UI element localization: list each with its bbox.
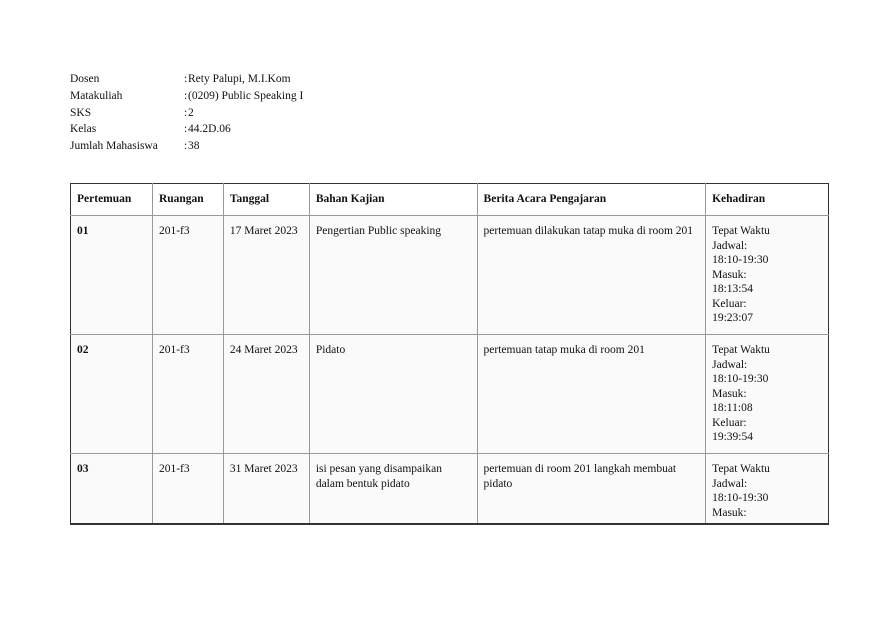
kehadiran-masuk-label: Masuk: [712,268,747,281]
cell-tanggal: 31 Maret 2023 [223,454,309,525]
info-separator: : [184,123,188,136]
info-row-sks [70,105,303,122]
cell-tanggal: 24 Maret 2023 [223,335,309,454]
header-ruangan: Ruangan [152,184,223,216]
table-row [71,335,829,454]
info-row-matakuliah [70,88,303,105]
kehadiran-keluar-label: Keluar: [712,416,747,429]
kehadiran-masuk-value: 18:11:08 [712,402,753,414]
info-separator: : [184,89,188,102]
header-bahan-kajian: Bahan Kajian [309,184,477,216]
table-header-row [71,184,829,216]
header-pertemuan: Pertemuan [71,184,153,216]
info-row-jumlah-mahasiswa [70,138,303,155]
cell-ruangan: 201-f3 [152,216,223,335]
info-label: Dosen [70,73,100,85]
info-row-dosen [70,71,303,88]
kehadiran-keluar-value: 19:39:54 [712,431,753,443]
cell-berita-acara: pertemuan dilakukan tatap muka di room 201 [477,216,706,335]
kehadiran-jadwal-label: Jadwal: [712,358,748,371]
info-label: Matakuliah [70,89,123,102]
info-value: (0209) Public Speaking I [188,89,304,102]
cell-pertemuan: 03 [71,454,153,525]
info-label: Kelas [70,123,97,136]
cell-berita-acara: pertemuan di room 201 langkah membuat pidato [477,454,706,525]
info-value: 2 [188,106,194,119]
info-separator: : [184,140,188,153]
kehadiran-masuk-value: 18:13:54 [712,283,753,295]
kehadiran-masuk-label: Masuk: [712,506,747,519]
kehadiran-jadwal-value: 18:10-19:30 [712,492,769,504]
info-label: SKS [70,106,92,119]
info-value: 38 [188,140,200,153]
header-kehadiran: Kehadiran [706,184,829,216]
info-separator: : [184,73,188,85]
cell-pertemuan: 02 [71,335,153,454]
info-value: Rety Palupi, M.I.Kom [188,73,291,85]
info-value: 44.2D.06 [188,123,231,136]
kehadiran-jadwal-label: Jadwal: [712,239,748,252]
info-label: Jumlah Mahasiswa [70,140,158,153]
header-tanggal: Tanggal [223,184,309,216]
info-row-kelas [70,121,303,138]
attendance-table [70,183,829,525]
table-row [71,216,829,335]
header-berita-acara: Berita Acara Pengajaran [477,184,706,216]
table-row [71,454,829,525]
kehadiran-status: Tepat Waktu [712,463,770,475]
cell-bahan-kajian: Pengertian Public speaking [309,216,477,335]
kehadiran-jadwal-value: 18:10-19:30 [712,254,769,266]
kehadiran-jadwal-value: 18:10-19:30 [712,373,769,385]
cell-kehadiran [706,454,829,525]
cell-pertemuan: 01 [71,216,153,335]
cell-ruangan: 201-f3 [152,335,223,454]
cell-ruangan: 201-f3 [152,454,223,525]
kehadiran-masuk-label: Masuk: [712,387,747,400]
kehadiran-status: Tepat Waktu [712,344,770,356]
cell-bahan-kajian: Pidato [309,335,477,454]
cell-kehadiran [706,335,829,454]
info-separator: : [184,106,188,119]
cell-bahan-kajian: isi pesan yang disampaikan dalam bentuk pidato [309,454,477,525]
kehadiran-status: Tepat Waktu [712,225,770,237]
cell-tanggal: 17 Maret 2023 [223,216,309,335]
kehadiran-jadwal-label: Jadwal: [712,477,748,490]
cell-berita-acara: pertemuan tatap muka di room 201 [477,335,706,454]
course-info [70,71,303,155]
cell-kehadiran [706,216,829,335]
kehadiran-keluar-label: Keluar: [712,297,747,310]
kehadiran-keluar-value: 19:23:07 [712,312,753,324]
